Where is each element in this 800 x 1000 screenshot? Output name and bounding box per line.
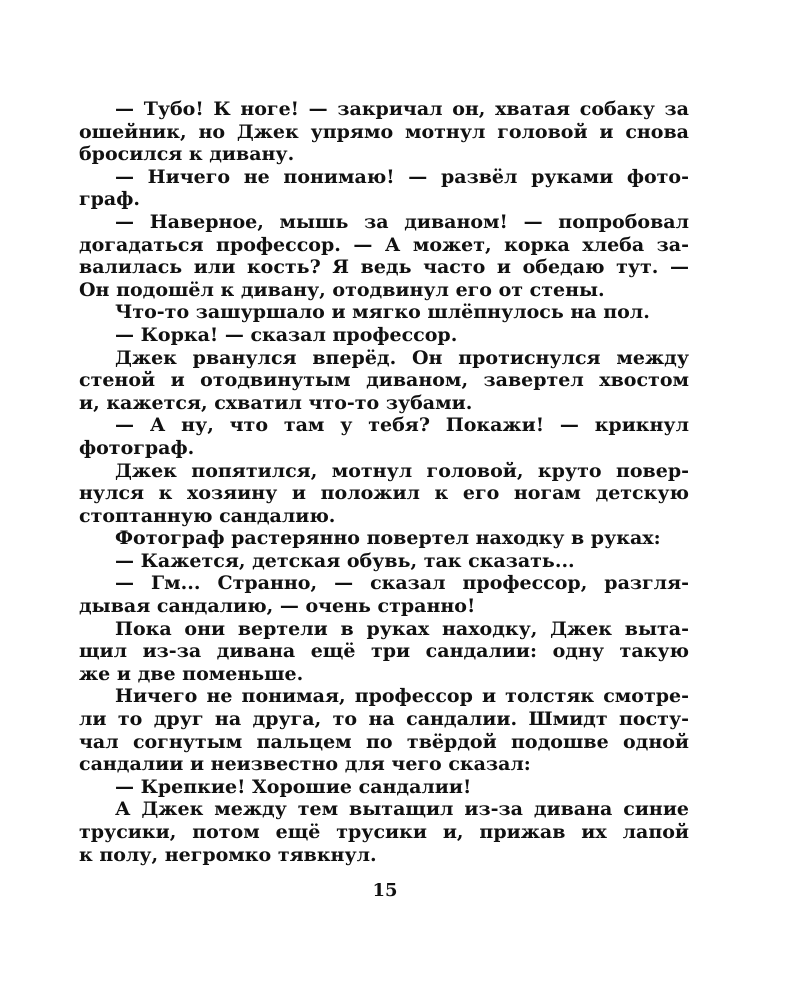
text-line: — Кажется, детская обувь, так сказать... xyxy=(115,549,575,572)
text-line: Он подошёл к дивану, отодвинул его от стены. xyxy=(79,278,605,301)
text-line: — Крепкие! Хорошие сандалии! xyxy=(115,775,472,798)
text-line: — Тубо! К ноге! — закричал он, хватая собаку за xyxy=(115,98,689,120)
text-line: фотограф. xyxy=(79,436,195,459)
text-line: к полу, негромко тявкнул. xyxy=(79,843,377,866)
text-line: ошейник, но Джек упрямо мотнул головой и снова xyxy=(79,120,689,143)
text-line: Что-то зашуршало и мягко шлёпнулось на пол. xyxy=(115,301,650,324)
text-line: нулся к хозяину и положил к его ногам детскую xyxy=(79,482,689,505)
text-line: догадаться профессор. — А может, корка хлеба за- xyxy=(79,233,689,256)
text-line: валилась или кость? Я ведь часто и обедаю тут. — xyxy=(79,256,689,279)
text-line: Пока они вертели в руках находку, Джек выта- xyxy=(115,617,689,640)
text-line: — Ничего не понимаю! — развёл руками фото- xyxy=(115,165,689,188)
text-line: трусики, потом ещё трусики и, прижав их лапой xyxy=(79,821,689,843)
page-number: 15 xyxy=(372,880,398,901)
text-line: Джек рванулся вперёд. Он протиснулся между xyxy=(115,346,689,369)
text-line: — Наверное, мышь за диваном! — попробовал xyxy=(115,210,689,233)
text-line: — А ну, что там у тебя? Покажи! — крикнул xyxy=(115,414,689,437)
text-line: дывая сандалию, — очень странно! xyxy=(79,595,476,618)
text-line: стеной и отодвинутым диваном, завертел хвостом xyxy=(79,369,689,392)
text-line: сандалии и неизвестно для чего сказал: xyxy=(79,753,531,776)
text-line: бросился к дивану. xyxy=(79,143,295,166)
text-line: граф. xyxy=(79,188,140,211)
page-body xyxy=(79,98,689,866)
text-line: Джек попятился, мотнул головой, круто повер- xyxy=(115,459,689,482)
text-line: чал согнутым пальцем по твёрдой подошве одной xyxy=(79,730,689,753)
text-line: А Джек между тем вытащил из-за дивана синие xyxy=(115,798,689,821)
text-line: и, кажется, схватил что-то зубами. xyxy=(79,391,473,414)
text-line: щил из-за дивана ещё три сандалии: одну такую xyxy=(79,640,689,663)
text-line: стоптанную сандалию. xyxy=(79,504,336,527)
text-line: же и две поменьше. xyxy=(79,662,304,685)
text-line: ли то друг на друга, то на сандалии. Шмидт посту- xyxy=(79,708,689,731)
text-line: — Гм... Странно, — сказал профессор, разгля- xyxy=(115,572,689,595)
text-line: Ничего не понимая, профессор и толстяк смотре- xyxy=(115,685,689,708)
text-line: Фотограф растерянно повертел находку в руках: xyxy=(115,527,661,550)
text-line: — Корка! — сказал профессор. xyxy=(115,323,458,346)
